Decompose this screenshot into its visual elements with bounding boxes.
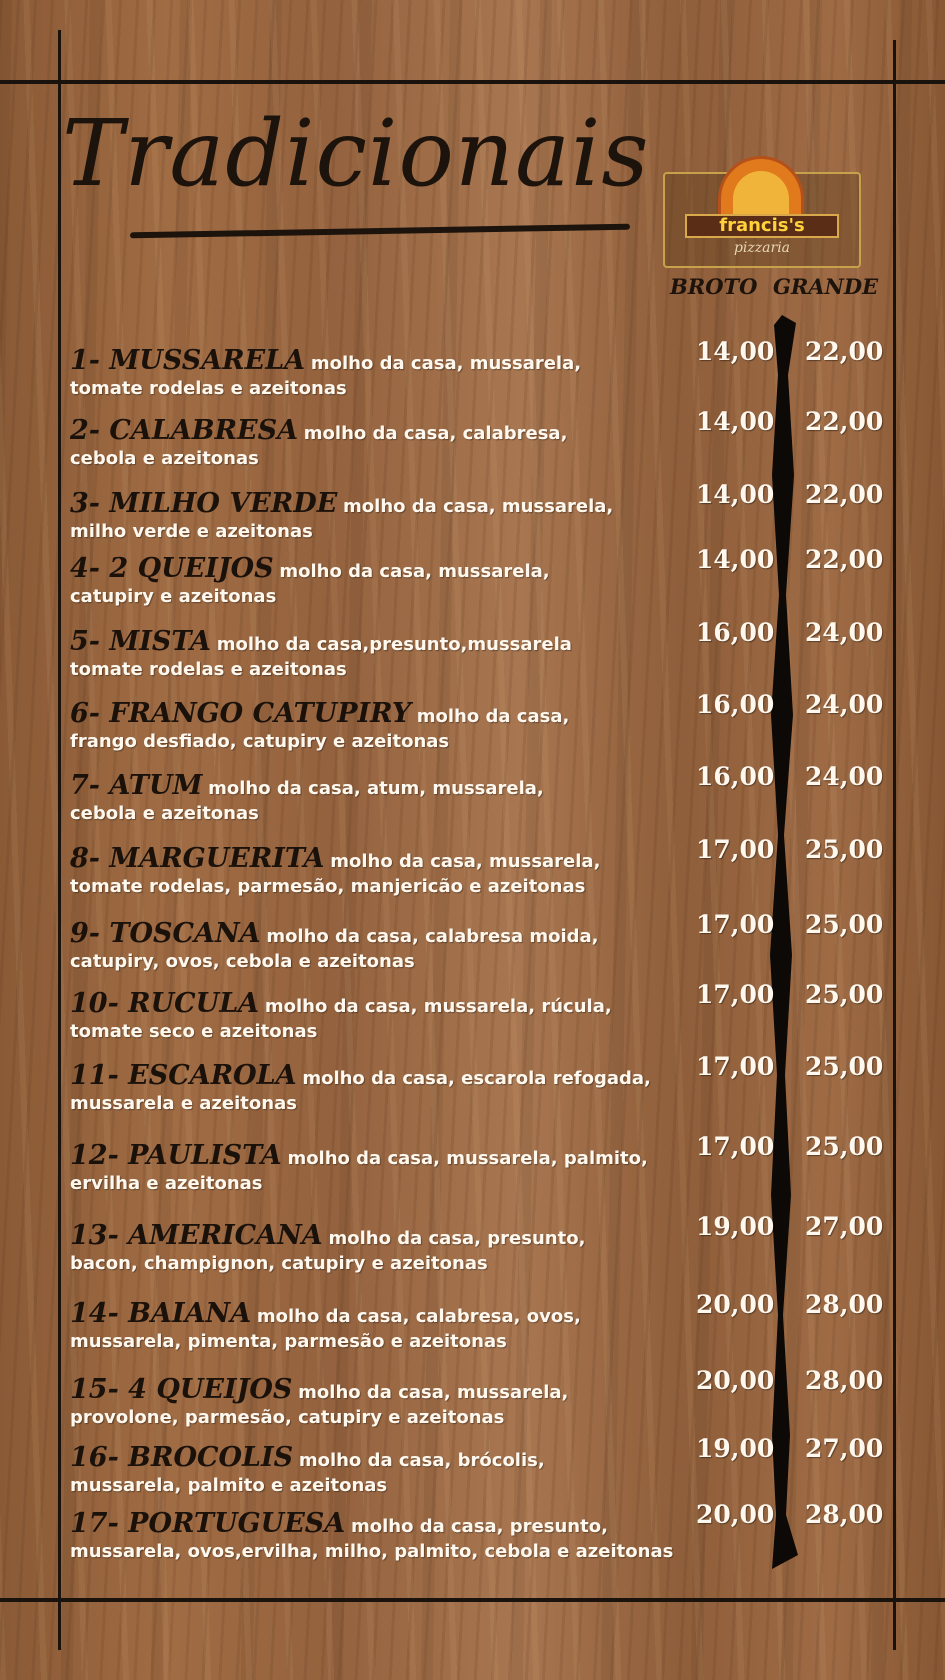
item-name: 3- MILHO VERDE [70,488,338,519]
menu-item [70,415,690,469]
item-name: 2- CALABRESA [70,415,299,446]
item-desc-line1: molho da casa, mussarela, [330,851,601,872]
item-desc-line2: mussarela, palmito e azeitonas [70,1475,388,1496]
price-broto: 17,00 [696,835,775,864]
item-desc-line1: molho da casa, mussarela, palmito, [287,1148,648,1169]
price-broto: 14,00 [696,407,775,436]
price-grande: 22,00 [805,337,884,366]
price-broto: 17,00 [696,1132,775,1161]
column-header-broto: BROTO [670,274,758,299]
item-desc-line2: mussarela, pimenta, parmesão e azeitonas [70,1331,507,1352]
frame-top-line [0,80,945,84]
item-name: 16- BROCOLIS [70,1442,294,1473]
price-grande: 24,00 [805,618,884,647]
menu-item [70,626,690,680]
price-broto: 20,00 [696,1500,775,1529]
price-grande: 24,00 [805,690,884,719]
price-grande: 27,00 [805,1212,884,1241]
item-name: 13- AMERICANA [70,1220,323,1251]
item-name: 4- 2 QUEIJOS [70,553,274,584]
item-name: 6- FRANGO CATUPIRY [70,698,412,729]
item-desc-line1: molho da casa, [416,706,570,727]
price-broto: 20,00 [696,1290,775,1319]
menu-item [70,553,690,607]
frame-left-line [58,30,61,1650]
item-desc-line1: molho da casa, mussarela, [279,561,550,582]
price-grande: 25,00 [805,910,884,939]
item-desc-line2: tomate seco e azeitonas [70,1021,318,1042]
price-broto: 16,00 [696,618,775,647]
menu-item [70,843,690,897]
price-broto: 14,00 [696,545,775,574]
item-desc-line2: frango desfiado, catupiry e azeitonas [70,731,450,752]
item-name: 14- BAIANA [70,1298,252,1329]
price-broto: 16,00 [696,690,775,719]
menu-item [70,1140,690,1194]
item-name: 11- ESCAROLA [70,1060,297,1091]
item-desc-line1: molho da casa, calabresa, [303,423,568,444]
item-desc-line1: molho da casa, atum, mussarela, [208,778,544,799]
item-name: 8- MARGUERITA [70,843,325,874]
item-desc-line1: molho da casa, mussarela, rúcula, [264,996,612,1017]
logo-sub: pizzaria [733,240,791,256]
menu-item [70,1442,690,1496]
price-broto: 20,00 [696,1366,775,1395]
item-desc-line1: molho da casa, mussarela, [298,1382,569,1403]
price-grande: 27,00 [805,1434,884,1463]
price-grande: 28,00 [805,1500,884,1529]
item-desc-line2: milho verde e azeitonas [70,521,313,542]
item-desc-line2: catupiry, ovos, cebola e azeitonas [70,951,415,972]
item-desc-line1: molho da casa, escarola refogada, [302,1068,651,1089]
menu-item [70,345,690,399]
menu-item [70,918,690,972]
pizzeria-logo [663,172,861,268]
item-desc-line2: mussarela e azeitonas [70,1093,297,1114]
item-name: 7- ATUM [70,770,203,801]
item-desc-line1: molho da casa, presunto, [350,1516,608,1537]
price-grande: 28,00 [805,1366,884,1395]
item-desc-line2: tomate rodelas e azeitonas [70,659,347,680]
menu-item [70,770,690,824]
price-grande: 22,00 [805,407,884,436]
item-name: 10- RUCULA [70,988,260,1019]
price-grande: 22,00 [805,480,884,509]
item-desc-line2: cebola e azeitonas [70,448,259,469]
item-desc-line2: tomate rodelas e azeitonas [70,378,347,399]
item-desc-line2: provolone, parmesão, catupiry e azeitonas [70,1407,505,1428]
price-grande: 24,00 [805,762,884,791]
menu-item [70,1220,690,1274]
price-grande: 28,00 [805,1290,884,1319]
item-desc-line2: cebola e azeitonas [70,803,259,824]
menu-item [70,1060,690,1114]
price-broto: 17,00 [696,980,775,1009]
price-grande: 25,00 [805,980,884,1009]
item-name: 17- PORTUGUESA [70,1508,346,1539]
price-grande: 25,00 [805,1132,884,1161]
item-desc-line1: molho da casa, mussarela, [310,353,582,374]
item-name: 12- PAULISTA [70,1140,282,1171]
price-grande: 25,00 [805,1052,884,1081]
item-desc-line1: molho da casa, brócolis, [298,1450,545,1471]
item-desc-line2: ervilha e azeitonas [70,1173,263,1194]
item-desc-line2: tomate rodelas, parmesão, manjericão e azeitonas [70,876,586,897]
menu-item [70,1298,690,1352]
item-desc-line2: mussarela, ovos,ervilha, milho, palmito, cebola e azeitonas [70,1541,674,1562]
item-name: 5- MISTA [70,626,211,657]
frame-right-line [893,40,896,1650]
menu-item [70,988,690,1042]
page-title: Tradicionais [62,100,650,207]
item-desc-line1: molho da casa, calabresa moida, [266,926,599,947]
item-desc-line2: bacon, champignon, catupiry e azeitonas [70,1253,488,1274]
frame-bottom-line [0,1598,945,1602]
price-grande: 25,00 [805,835,884,864]
item-desc-line1: molho da casa, presunto, [328,1228,586,1249]
menu-item [70,1374,690,1428]
item-desc-line2: catupiry e azeitonas [70,586,277,607]
menu-item [70,488,690,542]
menu-item [70,698,690,752]
price-broto: 19,00 [696,1212,775,1241]
price-broto: 17,00 [696,1052,775,1081]
price-grande: 22,00 [805,545,884,574]
item-name: 9- TOSCANA [70,918,261,949]
price-broto: 14,00 [696,480,775,509]
price-broto: 16,00 [696,762,775,791]
column-header-grande: GRANDE [773,274,879,299]
item-name: 15- 4 QUEIJOS [70,1374,293,1405]
item-desc-line1: molho da casa, calabresa, ovos, [256,1306,581,1327]
menu-item [70,1508,690,1562]
item-name: 1- MUSSARELA [70,345,306,376]
logo-brand: francis's [685,214,839,238]
price-broto: 19,00 [696,1434,775,1463]
item-desc-line1: molho da casa,presunto,mussarela [216,634,572,655]
title-underline [130,224,630,239]
price-broto: 17,00 [696,910,775,939]
price-broto: 14,00 [696,337,775,366]
item-desc-line1: molho da casa, mussarela, [343,496,614,517]
